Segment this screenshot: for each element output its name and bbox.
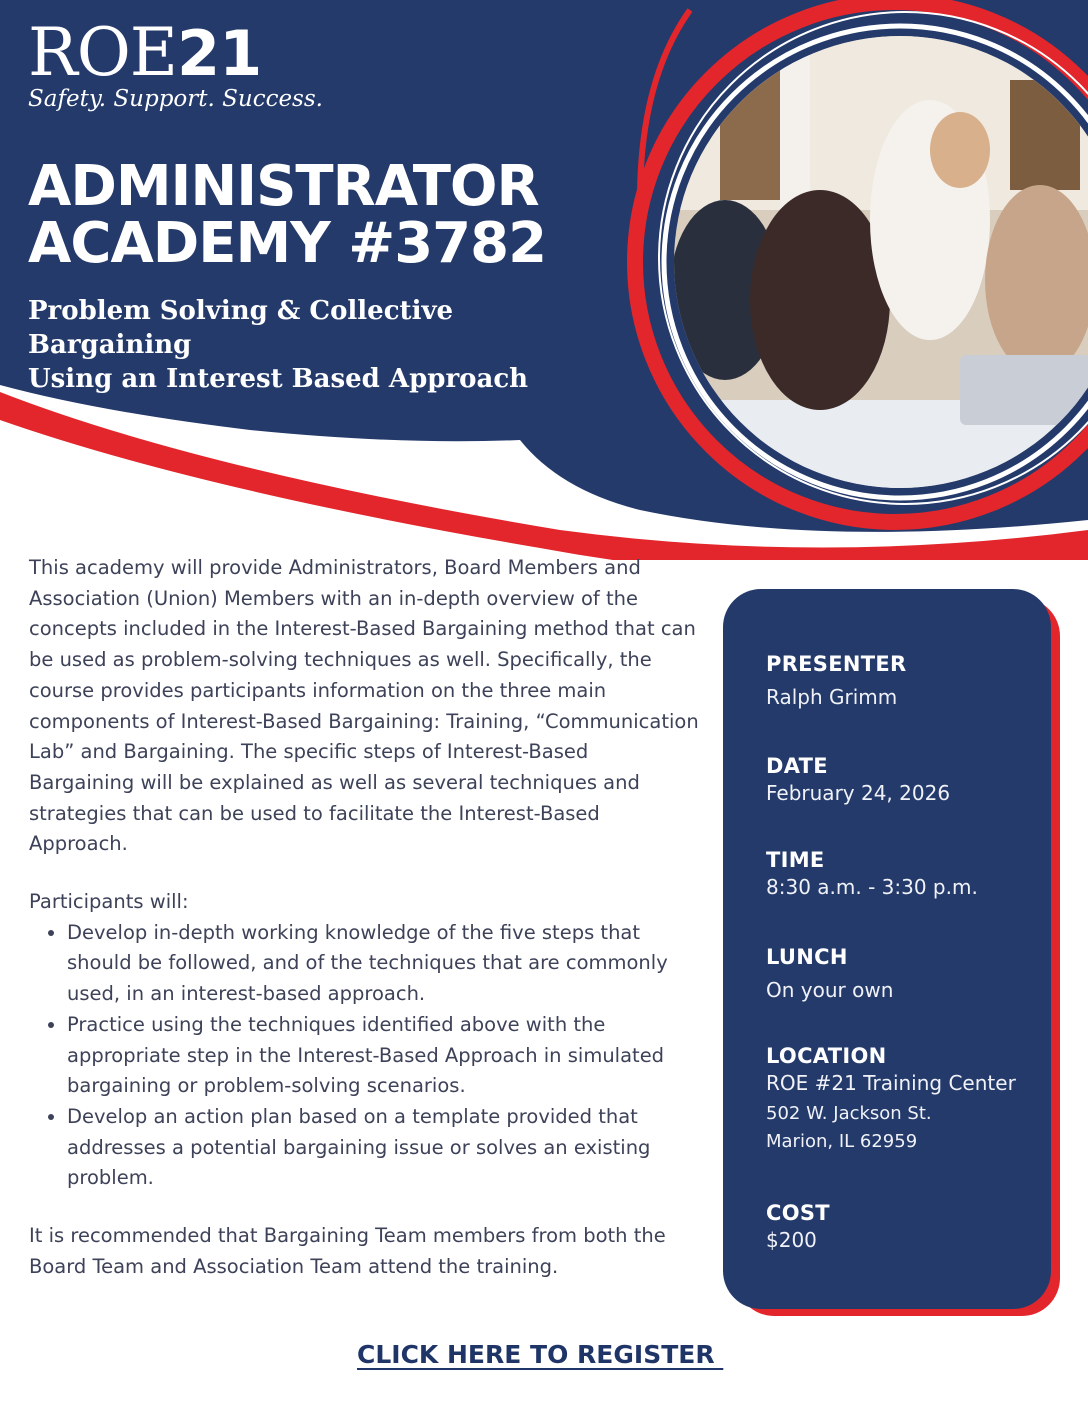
- recommendation-paragraph: It is recommended that Bargaining Team members from both the Board Team and Association Team attend the training.: [29, 1224, 666, 1278]
- page-title: [28, 154, 608, 276]
- location-name: ROE #21 Training Center: [766, 1071, 1016, 1095]
- objective-item: • Practice using the techniques identified above with the appropriate step in the Interest-Based Approach in simulated bargaining or problem-solving scenarios.: [67, 1010, 699, 1102]
- logo-number: 21: [176, 17, 262, 90]
- title-line-1: ADMINISTRATOR: [28, 154, 539, 219]
- location-street: 502 W. Jackson St.: [766, 1103, 932, 1124]
- presenter-value: Ralph Grimm: [766, 685, 898, 709]
- time-label: TIME: [766, 848, 825, 872]
- location-section: [766, 1043, 1016, 1156]
- logo-wordmark: [28, 14, 262, 91]
- page-subtitle: [28, 294, 608, 396]
- objective-item: • Develop an action plan based on a template provided that addresses a potential bargaining issue or solves an existing problem.: [67, 1102, 699, 1194]
- course-description: [29, 553, 699, 1282]
- lunch-section: [766, 944, 893, 1004]
- presenter-label: PRESENTER: [766, 652, 907, 676]
- location-label: LOCATION: [766, 1044, 887, 1068]
- title-line-2: ACADEMY #3782: [28, 211, 547, 276]
- date-value: February 24, 2026: [766, 781, 951, 805]
- lunch-label: LUNCH: [766, 945, 848, 969]
- objective-item: • Develop in-depth working knowledge of the five steps that should be followed, and of the techniques that are commonly used, in an interest-based approach.: [67, 918, 699, 1010]
- description-paragraph: This academy will provide Administrators, Board Members and Association (Union) Members with an in-depth overview of the concepts included in the Interest-Based Bargaining method that can be used as problem-solving techniques as well. Specifically, the course provides participants information on the three main components of Interest-Based Bargaining: Training, “Communication Lab” and Bargaining. The specific steps of Interest-Based Bargaining will be explained as well as several techniques and strategies that can be used to facilitate the Interest-Based Approach.: [29, 556, 699, 856]
- presenter-section: [766, 651, 907, 711]
- cost-value: $200: [766, 1228, 817, 1252]
- register-link[interactable]: CLICK HERE TO REGISTER: [357, 1340, 724, 1369]
- time-section: [766, 847, 978, 901]
- subtitle-line-1: Problem Solving & Collective Bargaining: [28, 296, 454, 360]
- date-section: [766, 753, 950, 807]
- objectives-list: [29, 918, 699, 1194]
- logo-tagline: Safety. Support. Success.: [28, 86, 323, 112]
- cost-section: [766, 1200, 830, 1254]
- logo-word: ROE: [28, 14, 177, 91]
- roe21-logo: [28, 14, 328, 128]
- date-label: DATE: [766, 754, 828, 778]
- time-value: 8:30 a.m. - 3:30 p.m.: [766, 875, 978, 899]
- subtitle-line-2: Using an Interest Based Approach: [28, 364, 529, 394]
- cost-label: COST: [766, 1201, 830, 1225]
- participants-heading: Participants will:: [29, 890, 189, 914]
- event-info-card: [723, 589, 1051, 1309]
- lunch-value: On your own: [766, 978, 894, 1002]
- location-city: Marion, IL 62959: [766, 1131, 918, 1152]
